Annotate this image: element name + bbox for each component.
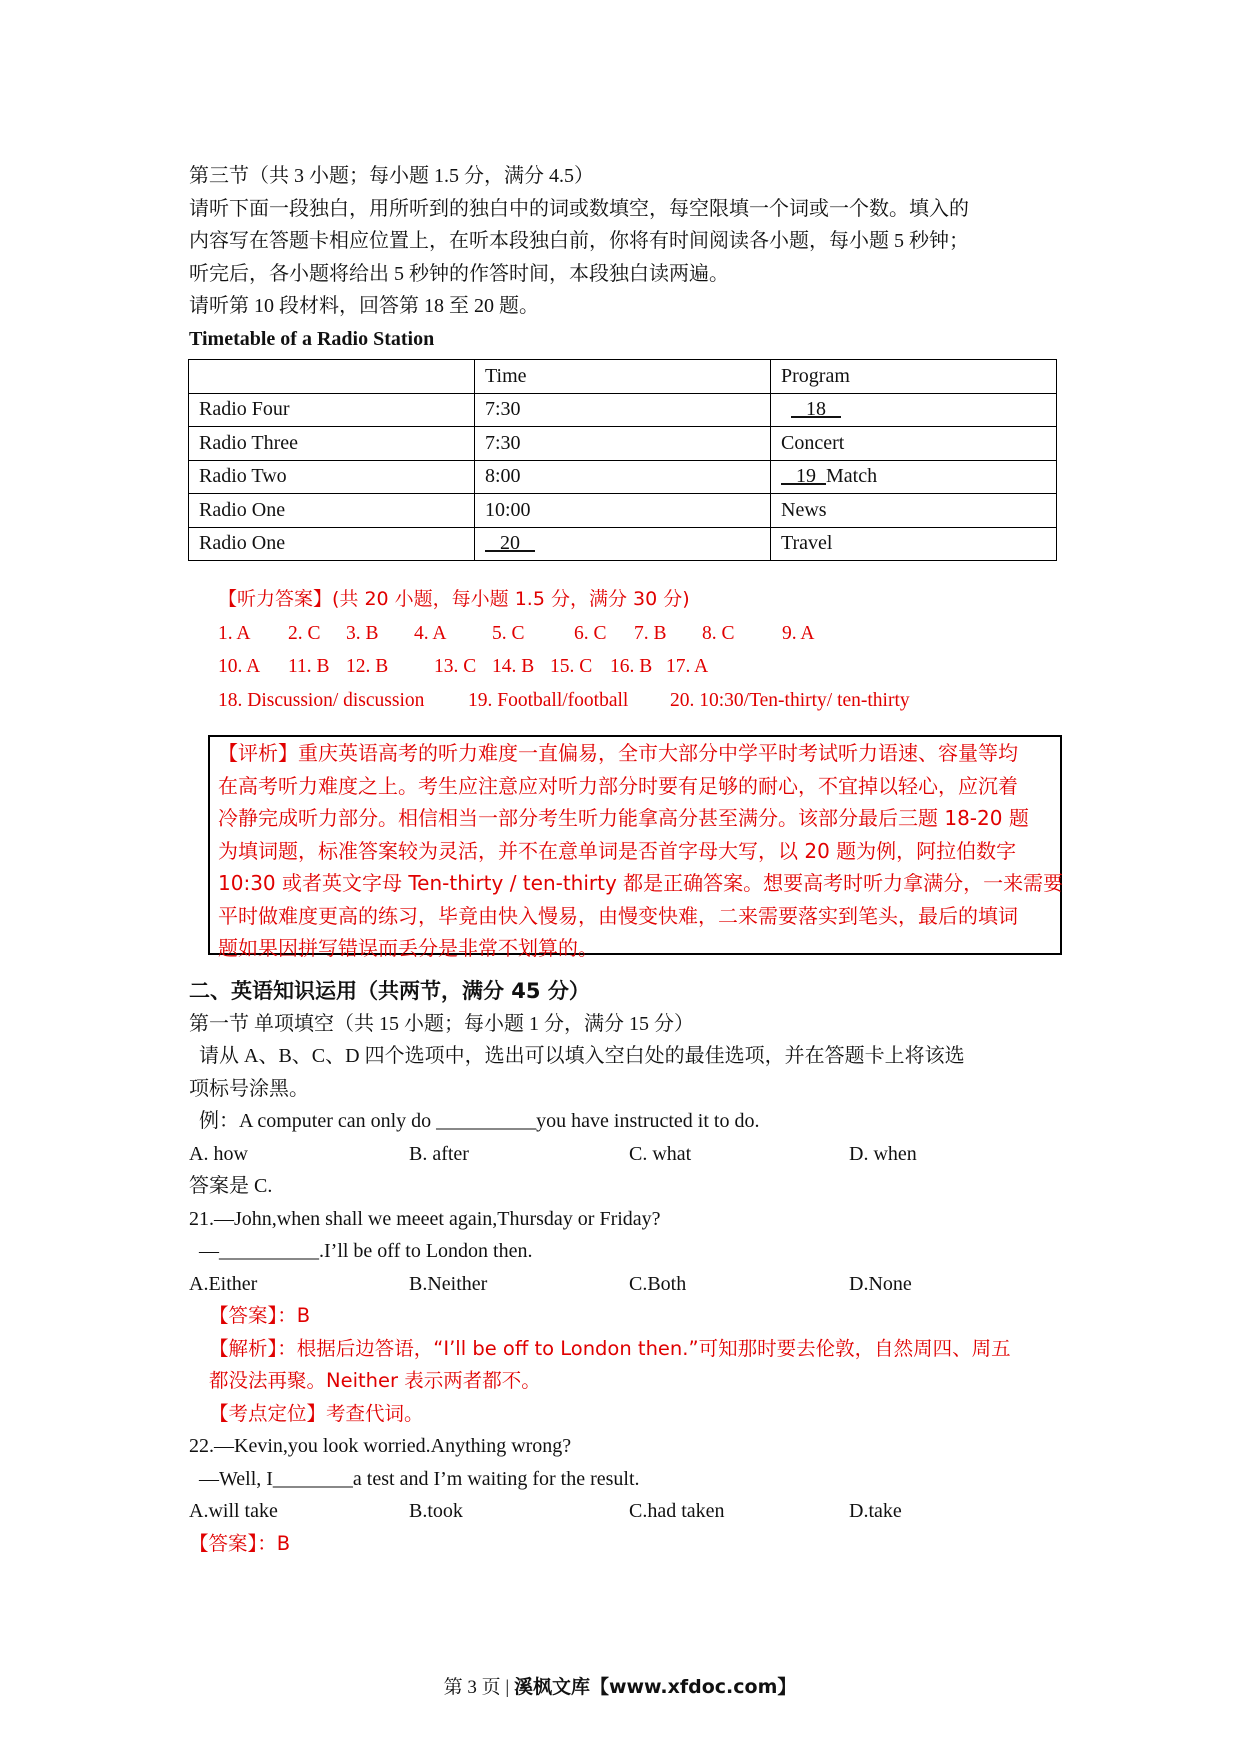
table-row (189, 393, 1057, 427)
table-cell (771, 460, 1057, 494)
table-cell: Concert (771, 427, 1057, 461)
table-header-cell (189, 360, 475, 394)
option: B.Neither (409, 1272, 488, 1295)
table-row (189, 460, 1057, 494)
q22-line1: 22.—Kevin,you look worried.Anything wrong? (189, 1435, 572, 1457)
analysis-line: 为填词题，标准答案较为灵活，并不在意单词是否首字母大写，以 20 题为例，阿拉伯数字 (218, 838, 1017, 863)
instruction-line: 请从 A、B、C、D 四个选项中，选出可以填入空白处的最佳选项，并在答题卡上将该选 (199, 1045, 965, 1067)
q22-answer: 【答案】：B (189, 1531, 291, 1555)
option: A. how (189, 1142, 248, 1165)
blank-19: 19 (796, 465, 816, 488)
table-row (189, 527, 1057, 561)
table-header-row (189, 360, 1057, 394)
option: B.took (409, 1500, 463, 1522)
option: D.None (849, 1272, 912, 1295)
material-line: 请听第 10 段材料，回答第 18 至 20 题。 (189, 295, 539, 317)
analysis-line: 10:30 或者英文字母 Ten-thirty / ten-thirty 都是正确答案。想要高考时听力拿满分，一来需要 (218, 871, 1064, 895)
analysis-line: 【评析】重庆英语高考的听力难度一直偏易，全市大部分中学平时考试听力语速、容量等均 (218, 741, 1018, 765)
q21-point: 【考点定位】考查代词。 (209, 1401, 424, 1425)
section3-block (189, 160, 1069, 355)
instruction-line: 项标号涂黑。 (189, 1077, 309, 1100)
answer-item: 10. A (218, 656, 261, 677)
table-row (189, 427, 1057, 461)
answer-item: 7. B (634, 622, 667, 644)
option: A.will take (189, 1500, 278, 1522)
option: C. what (629, 1142, 692, 1165)
instruction-line: 听完后，各小题将给出 5 秒钟的作答时间，本段独白读两遍。 (189, 262, 729, 285)
answer-item: 3. B (346, 622, 379, 644)
answer-item: 17. A (666, 656, 709, 677)
listening-answers (218, 583, 1078, 717)
q21-options (189, 1268, 1069, 1301)
option: B. after (409, 1142, 469, 1165)
analysis-line: 平时做难度更高的练习，毕竟由快入慢易，由慢变快难，二来需要落实到笔头，最后的填词 (218, 903, 1018, 928)
footer-separator: | (505, 1677, 510, 1698)
table-cell: Radio Three (189, 427, 475, 461)
q21-analysis: 都没法再聚。Neither 表示两者都不。 (209, 1369, 541, 1392)
analysis-box (208, 735, 1064, 960)
example-options (189, 1138, 1069, 1171)
answer-item: 14. B (492, 656, 535, 677)
table-cell: 10:00 (475, 494, 771, 528)
table-cell: Radio Four (189, 393, 475, 427)
table-cell: Radio One (189, 494, 475, 528)
answer-item: 11. B (288, 656, 330, 677)
table-cell (475, 527, 771, 561)
option: D. when (849, 1142, 917, 1165)
answer-item: 5. C (492, 622, 525, 644)
analysis-line: 冷静完成听力部分。相信相当一部分考生听力能拿高分甚至满分。该部分最后三题 18-20 题 (218, 806, 1029, 830)
table-cell: 8:00 (475, 460, 771, 494)
example-answer: 答案是 C. (189, 1175, 273, 1197)
q22-line2: —Well, I________a test and I’m waiting for the result. (199, 1467, 640, 1490)
option: D.take (849, 1500, 902, 1522)
table-cell: Travel (771, 527, 1057, 561)
q22-options (189, 1495, 1069, 1528)
answer-item: 20. 10:30/Ten-thirty/ ten-thirty (670, 689, 910, 711)
q21-line1: 21.—John,when shall we meeet again,Thursday or Friday? (189, 1207, 661, 1230)
table-cell: 7:30 (475, 427, 771, 461)
q21-answer: 【答案】：B (209, 1304, 311, 1327)
option: C.Both (629, 1272, 687, 1295)
answer-item: 13. C (434, 656, 477, 677)
page-number: 第 3 页 (443, 1677, 501, 1698)
section3-heading: 第三节（共 3 小题；每小题 1.5 分，满分 4.5） (189, 165, 594, 187)
answer-item: 19. Football/football (468, 689, 629, 711)
table-header-cell: Program (771, 360, 1057, 394)
part2-section1: 第一节 单项填空（共 15 小题；每小题 1 分，满分 15 分） (189, 1012, 694, 1035)
option: A.Either (189, 1272, 258, 1295)
q21-line2: —__________.I’ll be off to London then. (199, 1240, 533, 1262)
table-header-cell: Time (475, 360, 771, 394)
timetable (188, 359, 1057, 561)
answers-title: 【听力答案】(共 20 小题，每小题 1.5 分，满分 30 分) (218, 588, 690, 610)
table-cell: News (771, 494, 1057, 528)
answers-row-1 (218, 617, 1078, 651)
table-row (189, 494, 1057, 528)
answers-row-3 (218, 684, 1078, 718)
answer-item: 12. B (346, 656, 389, 677)
analysis-line: 题如果因拼写错误而丢分是非常不划算的。 (218, 936, 598, 960)
table-cell (771, 393, 1057, 427)
answers-row-2 (218, 650, 1078, 684)
answer-item: 4. A (414, 622, 447, 644)
q21-analysis: 【解析】：根据后边答语，“I’ll be off to London then.”可知那时要去伦敦，自然周四、周五 (209, 1336, 1011, 1360)
part2-block (189, 975, 1069, 1560)
blank-18: 18 (806, 398, 826, 421)
analysis-line: 在高考听力难度之上。考生应注意应对听力部分时要有足够的耐心，不宜掉以轻心，应沉着 (218, 773, 1018, 798)
table-title: Timetable of a Radio Station (189, 327, 435, 350)
answer-item: 8. C (702, 622, 735, 644)
answer-item: 9. A (782, 622, 815, 644)
table-cell: Radio Two (189, 460, 475, 494)
part2-heading: 二、英语知识运用（共两节，满分 45 分） (189, 979, 590, 1003)
option: C.had taken (629, 1500, 725, 1522)
instruction-line: 请听下面一段独白，用所听到的独白中的词或数填空，每空限填一个词或一个数。填入的 (189, 197, 969, 220)
instruction-line: 内容写在答题卡相应位置上，在听本段独白前，你将有时间阅读各小题，每小题 5 秒钟； (189, 230, 969, 252)
blank-20: 20 (500, 532, 520, 555)
answer-item: 1. A (218, 622, 251, 644)
match-label: Match (826, 465, 878, 488)
answer-item: 15. C (550, 656, 593, 677)
table-cell: 7:30 (475, 393, 771, 427)
page-footer (0, 1672, 1240, 1699)
answer-item: 6. C (574, 622, 607, 644)
example-question: 例：A computer can only do __________you have instructed it to do. (199, 1110, 760, 1132)
answer-item: 16. B (610, 656, 653, 677)
answer-item: 2. C (288, 622, 321, 644)
table-cell: Radio One (189, 527, 475, 561)
footer-site: 溪枫文库【www.xfdoc.com】 (513, 1676, 797, 1698)
answer-item: 18. Discussion/ discussion (218, 689, 425, 711)
